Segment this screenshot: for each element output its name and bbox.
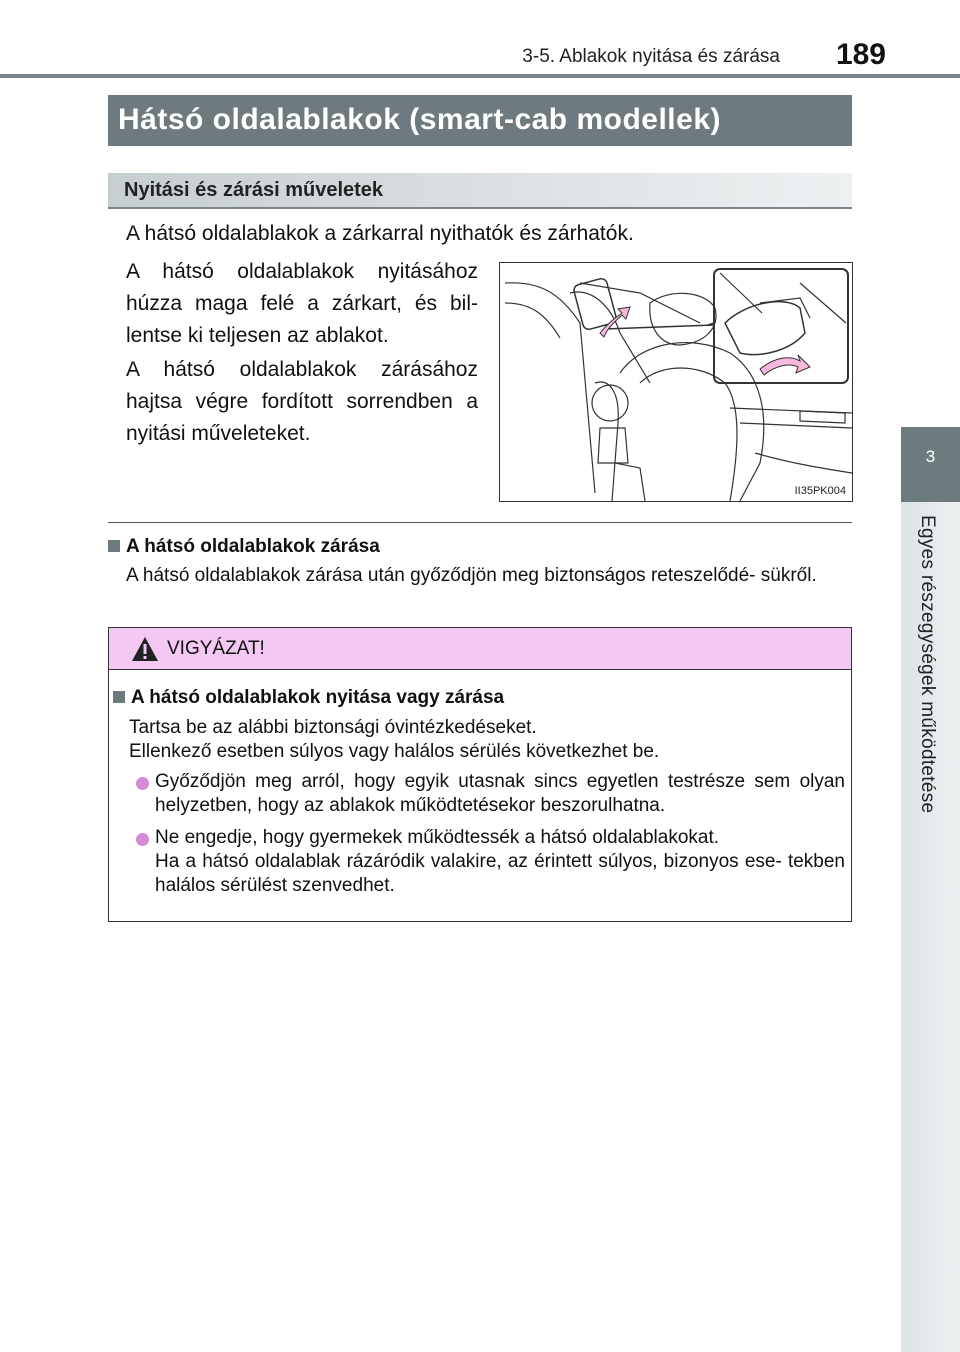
caution-label: VIGYÁZAT! bbox=[167, 638, 265, 659]
bullet-dot-icon bbox=[136, 777, 149, 790]
running-header-section: 3-5. Ablakok nyitása és zárása bbox=[522, 46, 780, 67]
figure-code: II35PK004 bbox=[794, 485, 846, 497]
closing-heading-row bbox=[108, 536, 380, 558]
section-title-bar bbox=[108, 95, 852, 146]
closing-note: A hátsó oldalablakok zárása után győződjön meg biztonságos reteszelődé- sükről. bbox=[126, 565, 817, 586]
caution-header bbox=[109, 628, 851, 670]
caution-bullet-2: Ne engedje, hogy gyermekek működtessék a hátsó oldalablakokat. bbox=[155, 827, 720, 848]
page-number: 189 bbox=[835, 38, 886, 71]
subsection-title: Nyitási és zárási műveletek bbox=[124, 179, 384, 201]
caution-heading: A hátsó oldalablakok nyitása vagy zárása bbox=[131, 687, 505, 708]
chapter-label: Egyes részegységek működtetése bbox=[917, 515, 938, 814]
warning-triangle-icon bbox=[131, 636, 159, 662]
illustration-drawing bbox=[500, 263, 852, 501]
chapter-number: 3 bbox=[925, 447, 936, 466]
bullet-dot-icon bbox=[136, 833, 149, 846]
header-rule bbox=[0, 74, 960, 78]
intro-text: A hátsó oldalablakok a zárkarral nyithatók és zárhatók. bbox=[126, 222, 634, 245]
open-instructions: A hátsó oldalablakok nyitásához húzza maga felé a zárkart, és bil- lentse ki teljesen az ablakot. bbox=[126, 260, 478, 347]
subsection-title-bar bbox=[108, 173, 852, 209]
section-divider bbox=[108, 522, 852, 523]
caution-line-1: Tartsa be az alábbi biztonsági óvintézkedéseket. bbox=[129, 717, 537, 738]
close-instructions: A hátsó oldalablakok zárásához hajtsa végre fordított sorrendben a nyitási műveleteket. bbox=[126, 358, 478, 445]
caution-bullet-1: Győződjön meg arról, hogy egyik utasnak sincs egyetlen testrésze sem olyan helyzetben, hogy az ablakok működtetésekor beszorulhatna. bbox=[155, 771, 845, 816]
caution-heading-row bbox=[113, 687, 504, 709]
caution-box bbox=[108, 627, 852, 922]
square-bullet-icon bbox=[113, 691, 125, 703]
window-latch-illustration bbox=[499, 262, 853, 502]
section-title: Hátsó oldalablakok (smart-cab modellek) bbox=[118, 103, 722, 136]
caution-line-2: Ellenkező esetben súlyos vagy halálos sérülés következhet be. bbox=[129, 741, 660, 762]
square-bullet-icon bbox=[108, 540, 120, 552]
closing-heading: A hátsó oldalablakok zárása bbox=[126, 536, 380, 557]
caution-bullet-2-detail: Ha a hátsó oldalablak rázáródik valakire, az érintett súlyos, bizonyos ese- tekben halálos sérülést szenvedhet. bbox=[155, 851, 845, 896]
